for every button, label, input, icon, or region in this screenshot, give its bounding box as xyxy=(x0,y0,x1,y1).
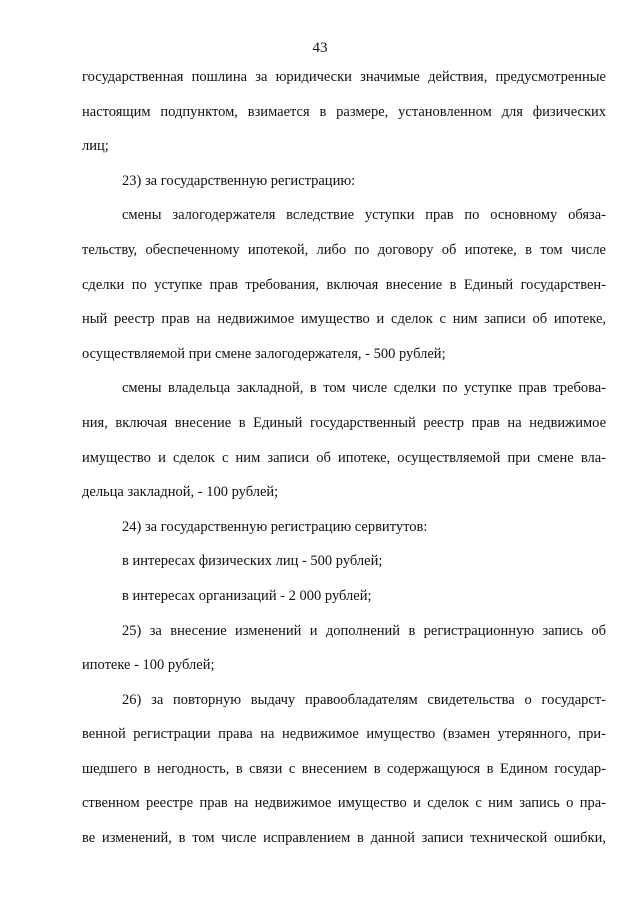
text-line: ный реестр прав на недвижимое имущество и сделок с ним записи об ипотеке, xyxy=(82,311,606,328)
text-line: осуществляемой при смене залогодержателя, - 500 рублей; xyxy=(82,345,446,362)
page-number: 43 xyxy=(312,40,328,56)
text-line: государственная пошлина за юридически значимые действия, предусмотренные xyxy=(82,69,606,85)
text-line: тельству, обеспеченному ипотекой, либо по договору об ипотеке, в том числе xyxy=(82,241,606,258)
text-line: 25) за внесение изменений и дополнений в регистрационную запись об xyxy=(122,622,606,639)
text-line: имущество и сделок с ним записи об ипотеке, осуществляемой при смене вла- xyxy=(82,449,606,466)
text-line: в интересах организаций - 2 000 рублей; xyxy=(122,587,372,604)
text-line: в интересах физических лиц - 500 рублей; xyxy=(122,553,383,570)
text-line: 24) за государственную регистрацию сервитутов: xyxy=(122,518,428,535)
text-line: дельца закладной, - 100 рублей; xyxy=(82,484,279,501)
text-line: ния, включая внесение в Единый государственный реестр прав на недвижимое xyxy=(82,414,606,431)
text-line: ипотеке - 100 рублей; xyxy=(82,657,215,674)
text-line: ственном реестре прав на недвижимое имущество и сделок с ним запись о пра- xyxy=(82,795,606,812)
text-line: 23) за государственную регистрацию: xyxy=(122,172,356,189)
text-line: сделки по уступке прав требования, включая внесение в Единый государствен- xyxy=(82,276,606,293)
text-line: 26) за повторную выдачу правообладателям свидетельства о государст- xyxy=(122,691,606,708)
text-line: смены залогодержателя вследствие уступки прав по основному обяза- xyxy=(122,207,606,224)
text-line: настоящим подпунктом, взимается в размере, установленном для физических xyxy=(82,103,606,120)
text-line: шедшего в негодность, в связи с внесением в содержащуюся в Едином государ- xyxy=(82,760,606,777)
text-line: ве изменений, в том числе исправлением в данной записи технической ошибки, xyxy=(82,830,606,847)
text-line: венной регистрации права на недвижимое имущество (взамен утерянного, при- xyxy=(82,726,606,743)
text-line: смены владельца закладной, в том числе сделки по уступке прав требова- xyxy=(122,380,606,397)
document-body xyxy=(82,60,606,856)
text-line: лиц; xyxy=(82,138,109,155)
